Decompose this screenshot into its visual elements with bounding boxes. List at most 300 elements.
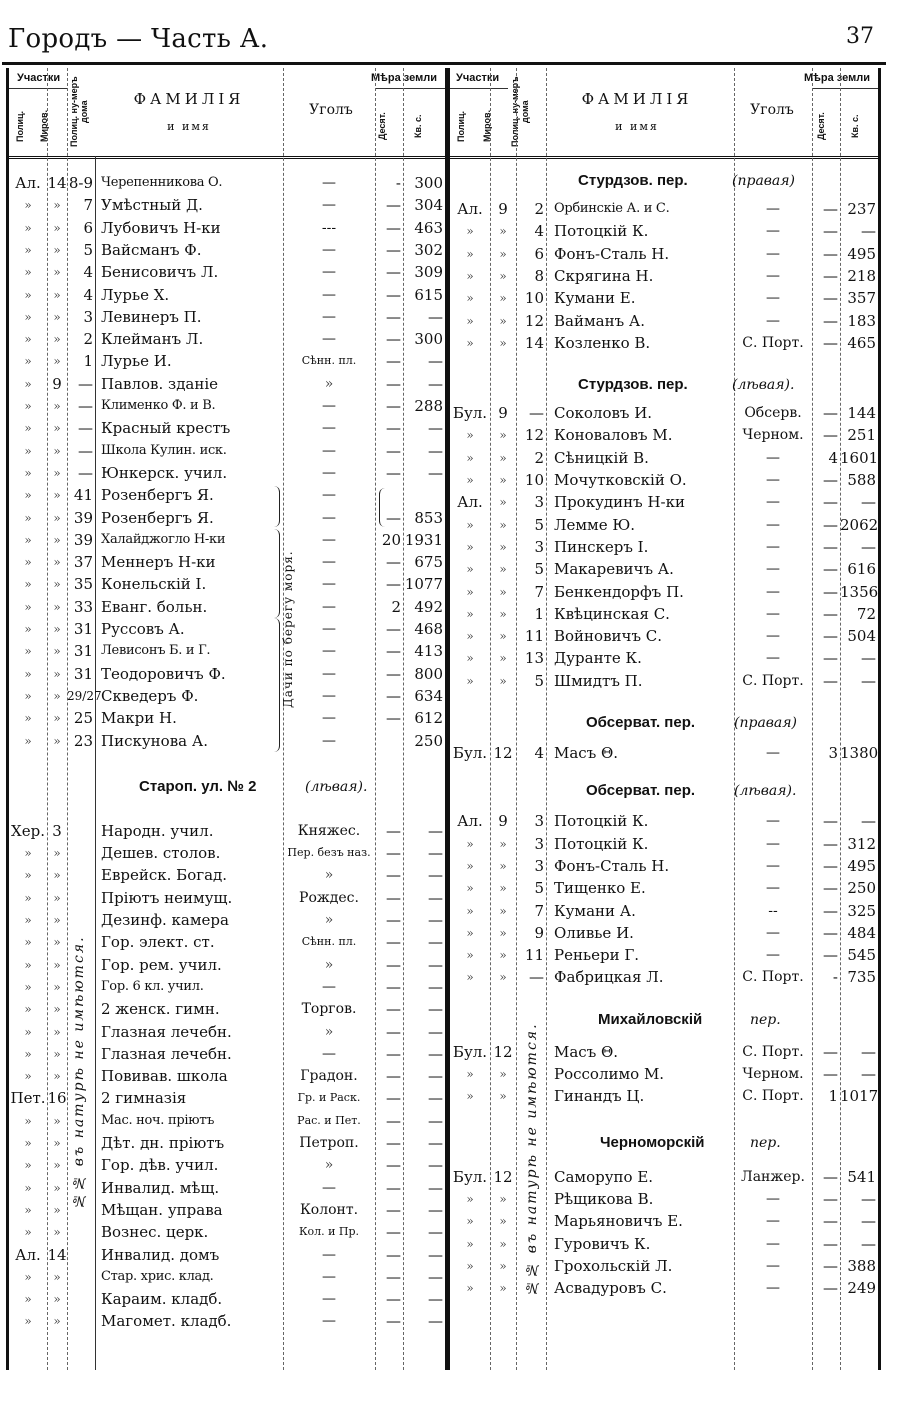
table-row [450, 944, 878, 966]
cell-polits: » [24, 532, 32, 547]
cell-house-number: 7 [534, 901, 544, 920]
cell-house-number: — [529, 968, 544, 987]
cell-corner: — [766, 947, 780, 964]
cell-desyatiny: — [386, 1267, 401, 1286]
cell-desyatiny: — [386, 933, 401, 952]
cell-house-number: 4 [83, 285, 93, 304]
cell-name: Мочутковскій О. [554, 471, 687, 489]
cell-polits: Хер. [11, 821, 45, 840]
cell-house-number: 10 [524, 289, 544, 308]
cell-desyatiny: — [823, 923, 838, 942]
cell-polits: » [24, 488, 32, 503]
cell-house-number: — [78, 463, 93, 482]
cell-desyatiny: — [823, 426, 838, 445]
cell-desyatiny: — [386, 1044, 401, 1063]
cell-polits: » [466, 335, 474, 350]
cell-desyatiny: — [823, 493, 838, 512]
cell-sq-sazhen: — [428, 888, 443, 907]
cell-name: Левинеръ П. [101, 307, 202, 326]
cell-sq-sazhen: 1356 [840, 582, 879, 601]
cell-sq-sazhen: 300 [414, 174, 443, 192]
cell-corner: — [322, 665, 336, 682]
cell-polits: » [24, 376, 32, 391]
table-row [450, 647, 878, 669]
cell-corner: С. Порт. [742, 672, 804, 689]
cell-desyatiny: — [823, 515, 838, 534]
cell-sq-sazhen: — [428, 1111, 443, 1130]
cell-mirov: » [53, 666, 61, 681]
cell-name: Орбинскіе А. и С. [554, 201, 670, 216]
cell-house-number: 31 [73, 642, 93, 661]
cell-corner: — [766, 472, 780, 488]
cell-mirov: 12 [493, 1167, 513, 1186]
cell-sq-sazhen: 2062 [840, 515, 879, 534]
cell-sq-sazhen: 357 [847, 289, 876, 308]
cell-house-number: 29/27 [67, 688, 102, 703]
cell-desyatiny: — [386, 196, 401, 215]
cell-mirov: 14 [47, 1245, 67, 1264]
cell-mirov: » [499, 673, 507, 688]
cell-desyatiny: — [823, 222, 838, 241]
cell-polits: » [466, 970, 474, 985]
cell-polits: Ал. [15, 174, 41, 192]
cell-corner: — [766, 583, 780, 600]
cell-desyatiny: — [823, 1212, 838, 1231]
cell-sq-sazhen: — [428, 1267, 443, 1286]
cell-mirov: » [499, 313, 507, 328]
cell-corner: — [766, 628, 780, 645]
table-row [450, 514, 878, 536]
cell-house-number: 9 [534, 923, 544, 942]
cell-corner: — [766, 245, 780, 262]
header-uchastki: Участки [456, 72, 500, 84]
cell-desyatiny: — [823, 582, 838, 601]
cell-desyatiny: — [386, 1312, 401, 1331]
cell-desyatiny: — [386, 1089, 401, 1108]
cell-desyatiny: — [823, 289, 838, 308]
cell-house-number: 11 [524, 627, 544, 646]
cell-mirov: » [53, 688, 61, 703]
cell-sq-sazhen: 800 [414, 664, 443, 683]
table-row [9, 417, 445, 439]
cell-name: Черепенникова О. [101, 175, 223, 190]
cell-mirov: » [499, 1258, 507, 1273]
cell-polits: » [24, 220, 32, 235]
cell-sq-sazhen: 144 [847, 404, 876, 423]
table-row [450, 558, 878, 580]
cell-mirov: » [499, 881, 507, 896]
cell-name: Магомет. кладб. [101, 1312, 232, 1331]
cell-corner: — [766, 880, 780, 897]
table-row [9, 1310, 445, 1332]
cell-name: Асвадуровъ С. [554, 1279, 667, 1298]
cell-sq-sazhen: 1077 [404, 575, 443, 594]
cell-corner: » [324, 912, 334, 928]
cell-mirov: » [53, 577, 61, 592]
table-header [450, 68, 878, 159]
table-row [450, 447, 878, 469]
cell-sq-sazhen: — [428, 419, 443, 438]
cell-name: Масъ Θ. [554, 744, 619, 762]
cell-corner: — [322, 1179, 336, 1196]
section-heading [450, 710, 878, 736]
cell-name: Гор. 6 кл. учил. [101, 978, 204, 994]
cell-mirov: » [53, 309, 61, 324]
cell-desyatiny: — [386, 575, 401, 594]
cell-sq-sazhen: 309 [414, 263, 443, 282]
cell-house-number: 3 [534, 493, 544, 512]
cell-mirov: » [499, 1214, 507, 1229]
cell-name: Коноваловъ М. [554, 426, 673, 445]
cell-sq-sazhen: 250 [414, 731, 443, 750]
header-divider [450, 88, 508, 89]
cell-mirov: 12 [493, 744, 513, 762]
cell-polits: » [466, 948, 474, 963]
cell-mirov: » [53, 488, 61, 503]
cell-house-number: 3 [534, 812, 544, 831]
cell-house-number: 7 [534, 582, 544, 601]
cell-desyatiny: — [386, 620, 401, 638]
cell-mirov: » [53, 220, 61, 235]
cell-mirov: » [53, 935, 61, 950]
cell-polits: » [466, 268, 474, 283]
street-name: Михайловскій [598, 1010, 703, 1028]
cell-sq-sazhen: — [428, 977, 443, 996]
cell-name: Лурье И. [101, 352, 172, 371]
cell-name: Кумани Е. [554, 289, 636, 308]
cell-polits: » [466, 651, 474, 666]
cell-desyatiny: — [386, 463, 401, 482]
cell-sq-sazhen: 1017 [840, 1087, 879, 1106]
table-row [9, 239, 445, 261]
cell-name: Школа Кулин. иск. [101, 442, 227, 458]
cell-polits: » [24, 1136, 32, 1150]
cell-sq-sazhen: — [428, 821, 443, 840]
cell-sq-sazhen: 545 [847, 946, 876, 965]
cell-corner: — [766, 1280, 780, 1297]
cell-corner: — [766, 745, 780, 761]
cell-polits: » [466, 1089, 474, 1104]
cell-sq-sazhen: 468 [414, 620, 443, 638]
cell-mirov: » [499, 948, 507, 963]
cell-corner: — [766, 1235, 780, 1252]
cell-mirov: » [499, 836, 507, 851]
header-polits-nomer: Полиц. ну-меръ дома [510, 76, 530, 148]
cell-name: Глазная лечебн. [101, 1022, 232, 1041]
cell-corner: — [766, 538, 780, 555]
cell-mirov: » [499, 428, 507, 443]
header-i-imya: и имя [615, 120, 659, 133]
cell-mirov: » [53, 354, 61, 369]
header-familiya: ФАМИЛІЯ [581, 90, 693, 108]
table-row [450, 1041, 878, 1063]
table-row [450, 742, 878, 764]
table-row [450, 243, 878, 265]
cell-mirov: » [499, 1067, 507, 1081]
cell-house-number: 7 [83, 196, 93, 215]
cell-desyatiny: — [386, 1200, 401, 1219]
cell-corner: С. Порт. [742, 334, 804, 351]
cell-desyatiny: — [823, 471, 838, 489]
cell-mirov: » [499, 858, 507, 873]
cell-polits: Пет. [10, 1089, 46, 1108]
table-row [450, 332, 878, 354]
cell-corner: — [322, 1045, 336, 1062]
table-row [450, 603, 878, 625]
cell-sq-sazhen: 288 [414, 397, 443, 415]
cell-desyatiny: — [823, 671, 838, 690]
cell-corner: — [322, 732, 336, 749]
cell-corner: — [322, 1313, 336, 1330]
cell-desyatiny: — [823, 244, 838, 263]
cell-polits: » [466, 584, 474, 599]
table-row [450, 670, 878, 692]
cell-desyatiny: — [386, 263, 401, 282]
cell-polits: » [466, 836, 474, 851]
cell-name: Мас. ноч. пріютъ [101, 1112, 215, 1128]
cell-corner: » [324, 956, 334, 973]
header-mirov: Миров. [482, 109, 492, 143]
cell-sq-sazhen: 495 [847, 856, 876, 875]
table-row [450, 198, 878, 220]
cell-polits: » [24, 1180, 32, 1195]
cell-sq-sazhen: 735 [847, 968, 876, 987]
cell-mirov: » [499, 335, 507, 350]
cell-desyatiny: — [386, 866, 401, 885]
table-row [450, 310, 878, 332]
cell-name: Повивав. школа [101, 1067, 228, 1086]
cell-house-number: 6 [83, 218, 93, 237]
cell-house-number: 1 [534, 604, 544, 623]
street-name: Обсерват. пер. [586, 782, 696, 800]
cell-desyatiny: — [386, 1000, 401, 1019]
cell-polits: » [466, 1214, 474, 1229]
cell-mirov: 12 [493, 1042, 513, 1061]
cell-desyatiny: - [832, 968, 838, 987]
cell-polits: » [24, 1024, 32, 1039]
cell-desyatiny: — [386, 911, 401, 929]
cell-mirov: » [53, 868, 61, 883]
cell-desyatiny: — [386, 821, 401, 840]
cell-desyatiny: - [395, 174, 401, 192]
table-row [450, 265, 878, 287]
cell-desyatiny: — [823, 946, 838, 965]
table-row [450, 1085, 878, 1107]
cell-name: Масъ Θ. [554, 1042, 619, 1061]
bracket [273, 529, 280, 618]
cell-sq-sazhen: 495 [847, 244, 876, 263]
cell-desyatiny: — [386, 1223, 401, 1242]
cell-name: Теодоровичъ Ф. [101, 664, 226, 683]
cell-name: Гуровичъ К. [554, 1234, 651, 1253]
cell-corner: — [322, 398, 336, 414]
table-row [9, 820, 445, 842]
cell-sq-sazhen: — [861, 1189, 876, 1208]
cell-desyatiny: — [823, 311, 838, 330]
cell-mirov: 14 [47, 174, 67, 192]
cell-polits: » [24, 421, 32, 436]
header-polits: Полиц. [15, 110, 25, 142]
vertical-note: №№ въ натурѣ не имѣются. [524, 1022, 540, 1296]
cell-polits: » [466, 925, 474, 940]
cell-corner: Черном. [742, 427, 804, 444]
cell-polits: » [24, 1069, 32, 1084]
cell-name: Потоцкій К. [554, 222, 649, 241]
cell-corner: — [766, 1190, 780, 1207]
cell-corner: С. Порт. [742, 1043, 804, 1060]
cell-desyatiny: — [386, 307, 401, 326]
table-row [9, 306, 445, 328]
cell-polits: » [24, 688, 32, 703]
cell-corner: -- [768, 902, 778, 919]
cell-corner: — [766, 857, 780, 874]
cell-polits: » [24, 1113, 32, 1128]
cell-polits: » [466, 428, 474, 443]
cell-name: Дешев. столов. [101, 844, 221, 863]
dacha-note: Дачи по берегу моря. [281, 550, 295, 708]
cell-polits: » [24, 1158, 32, 1173]
cell-mirov: » [53, 957, 61, 972]
cell-desyatiny: — [386, 218, 401, 237]
cell-name: Дуранте К. [554, 649, 642, 668]
header-ugol: Уголъ [750, 102, 794, 118]
cell-mirov: 9 [498, 404, 508, 423]
cell-polits: » [466, 246, 474, 261]
cell-house-number: 3 [83, 307, 93, 326]
street-side: (лѣвая). [732, 377, 795, 394]
table-row [9, 328, 445, 350]
cell-sq-sazhen: 388 [847, 1256, 876, 1275]
cell-sq-sazhen: 588 [847, 471, 876, 489]
cell-desyatiny: — [823, 901, 838, 920]
cell-corner: Сѣнн. пл. [301, 354, 357, 368]
cell-name: Стар. хрис. клад. [101, 1268, 214, 1284]
table-row [450, 1210, 878, 1232]
header-kv-s: Кв. с. [413, 114, 423, 138]
cell-desyatiny: — [386, 1022, 401, 1041]
cell-desyatiny: — [386, 374, 401, 393]
cell-corner: Рас. и Пет. [297, 1113, 361, 1127]
cell-polits: » [24, 443, 32, 458]
cell-sq-sazhen: — [428, 1067, 443, 1086]
cell-desyatiny: — [386, 240, 401, 259]
table-row [9, 663, 445, 685]
cell-mirov: » [53, 265, 61, 280]
cell-desyatiny: — [823, 1279, 838, 1298]
cell-sq-sazhen: 183 [847, 311, 876, 330]
cell-corner: Княжес. [297, 822, 361, 839]
cell-corner: — [322, 241, 336, 258]
cell-name: Караим. кладб. [101, 1290, 223, 1309]
cell-house-number: 5 [534, 560, 544, 579]
cell-sq-sazhen: — [861, 1212, 876, 1231]
cell-mirov: 3 [52, 821, 62, 840]
cell-house-number: 3 [534, 856, 544, 875]
cell-sq-sazhen: — [428, 307, 443, 326]
header-uchastki: Участки [17, 72, 61, 84]
cell-mirov: 9 [498, 812, 508, 831]
table-row [450, 855, 878, 877]
table-row [450, 1277, 878, 1299]
cell-mirov: » [499, 473, 507, 487]
cell-polits: Ал. [457, 812, 483, 831]
cell-corner: Ланжер. [741, 1168, 805, 1185]
cell-mirov: » [499, 450, 507, 465]
cell-sq-sazhen: 541 [847, 1167, 876, 1186]
cell-sq-sazhen: 249 [847, 1279, 876, 1298]
street-side: (правая) [732, 173, 796, 189]
cell-house-number: 5 [534, 879, 544, 898]
cell-mirov: » [499, 584, 507, 599]
cell-sq-sazhen: 413 [414, 642, 443, 661]
cell-house-number: 31 [73, 620, 93, 638]
cell-name: Меннеръ Н-ки [101, 553, 216, 572]
header-divider [375, 88, 445, 89]
cell-sq-sazhen: 484 [847, 923, 876, 942]
cell-name: Козленко В. [554, 333, 651, 352]
cell-house-number: 37 [73, 553, 93, 572]
cell-polits: » [466, 539, 474, 554]
cell-polits: » [24, 332, 32, 347]
cell-desyatiny: — [823, 1042, 838, 1061]
cell-house-number: — [78, 419, 93, 438]
table-row [9, 730, 445, 752]
cell-mirov: » [53, 421, 61, 436]
cell-polits: » [466, 450, 474, 465]
cell-mirov: » [499, 291, 507, 306]
cell-name: Потоцкій К. [554, 812, 649, 831]
table-row [450, 810, 878, 832]
cell-house-number: 2 [83, 330, 93, 349]
cell-corner: » [324, 1023, 334, 1040]
cell-desyatiny: — [823, 333, 838, 352]
cell-polits: Бул. [452, 1042, 488, 1061]
cell-polits: » [466, 1067, 474, 1081]
cell-sq-sazhen: 251 [847, 426, 876, 445]
cell-sq-sazhen: 72 [856, 604, 876, 623]
cell-polits: » [24, 666, 32, 681]
cell-corner: Торгов. [301, 1001, 357, 1018]
cell-name: Клименко Ф. и В. [101, 398, 216, 413]
cell-mirov: » [53, 287, 61, 302]
cell-corner: — [322, 687, 336, 704]
cell-mirov: » [53, 913, 61, 927]
bracket [273, 618, 280, 752]
section-heading [450, 1007, 878, 1033]
cell-polits: » [466, 606, 474, 621]
cell-desyatiny: — [386, 888, 401, 907]
cell-sq-sazhen: 492 [414, 597, 443, 616]
cell-mirov: » [53, 1136, 61, 1150]
cell-corner: Рождес. [299, 889, 359, 906]
top-rule [2, 62, 886, 65]
cell-mirov: » [53, 510, 61, 525]
cell-polits: » [24, 309, 32, 324]
cell-polits: » [24, 890, 32, 905]
header-i-imya: и имя [167, 120, 211, 133]
cell-sq-sazhen: 218 [847, 266, 876, 285]
cell-polits: » [466, 291, 474, 306]
table-row [9, 373, 445, 395]
cell-mirov: » [53, 1024, 61, 1039]
cell-sq-sazhen: 504 [847, 627, 876, 646]
cell-sq-sazhen: — [428, 1312, 443, 1331]
cell-polits: » [24, 399, 32, 413]
cell-polits: » [466, 562, 474, 577]
table-row [9, 440, 445, 462]
cell-name: Гор. дѣв. учил. [101, 1156, 219, 1175]
cell-corner: — [322, 621, 336, 637]
